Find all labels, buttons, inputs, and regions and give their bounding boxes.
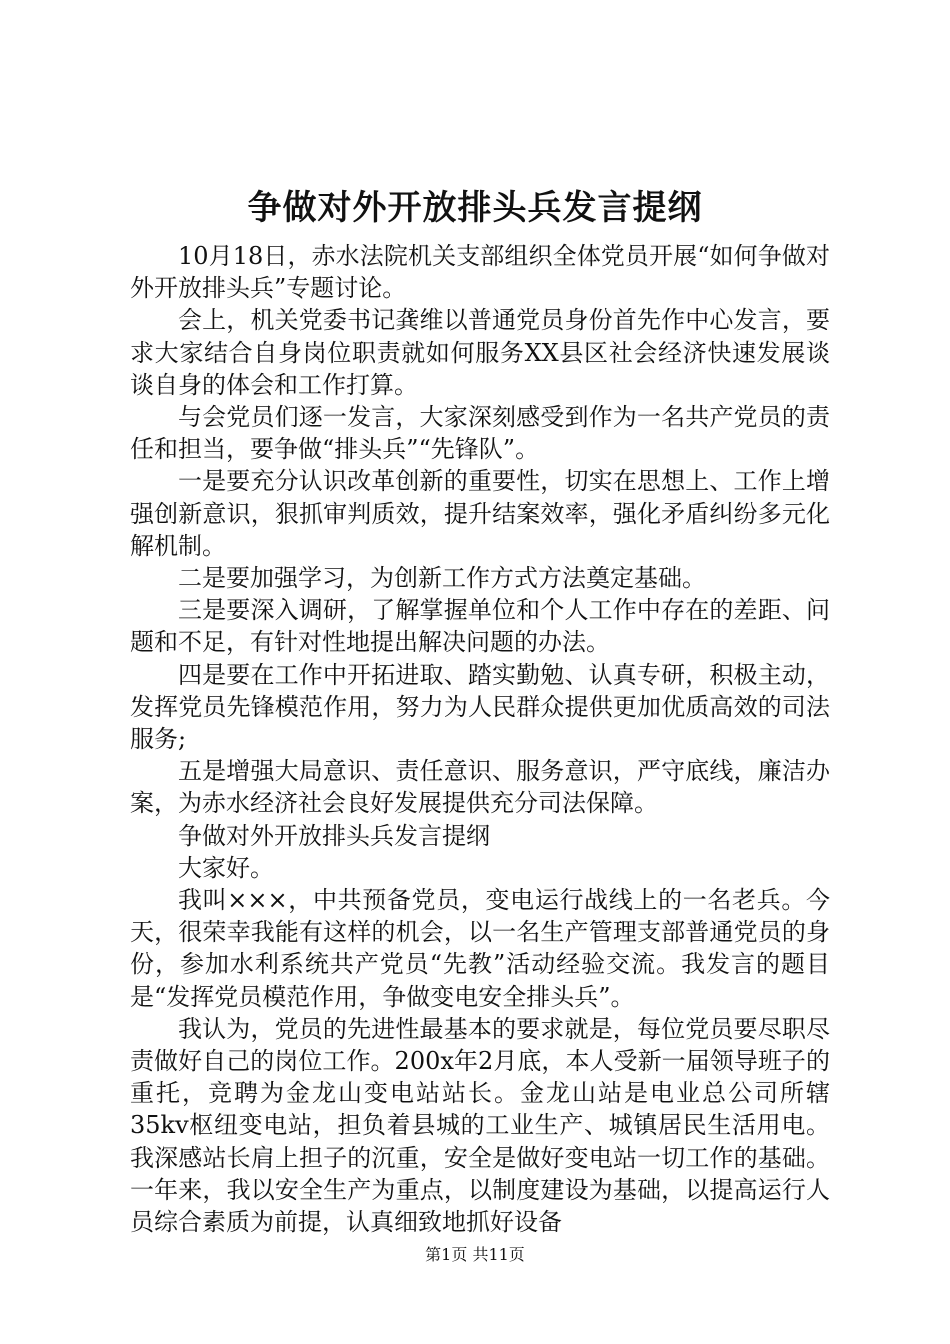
- paragraph: 会上，机关党委书记龚维以普通党员身份首先作中心发言，要求大家结合自身岗位职责就如何服务XX县区社会经济快速发展谈谈自身的体会和工作打算。: [130, 306, 830, 399]
- paragraph: 三是要深入调研，了解掌握单位和个人工作中存在的差距、问题和不足，有针对性地提出解决问题的办法。: [130, 596, 830, 657]
- paragraph: 大家好。: [178, 853, 274, 882]
- paragraph: 与会党员们逐一发言，大家深刻感受到作为一名共产党员的责任和担当，要争做“排头兵”“先锋队”。: [130, 403, 830, 464]
- paragraph: 四是要在工作中开拓进取、踏实勤勉、认真专研，积极主动，发挥党员先锋模范作用，努力为人民群众提供更加优质高效的司法服务;: [130, 660, 830, 754]
- paragraph: 二是要加强学习，为创新工作方式方法奠定基础。: [178, 564, 706, 593]
- paragraph: 一是要充分认识改革创新的重要性，切实在思想上、工作上增强创新意识，狠抓审判质效，提升结案效率，强化矛盾纠纷多元化解机制。: [130, 467, 830, 560]
- paragraph: 我叫×××，中共预备党员，变电运行战线上的一名老兵。今天，很荣幸我能有这样的机会，以一名生产管理支部普通党员的身份，参加水利系统共产党员“先教”活动经验交流。我发言的题目是“发挥党员模范作用，争做变电安全排头兵”。: [130, 886, 830, 1011]
- paragraph: 10月18日，赤水法院机关支部组织全体党员开展“如何争做对外开放排头兵”专题讨论。: [130, 242, 830, 303]
- section-heading: 争做对外开放排头兵发言提纲: [178, 821, 490, 850]
- page-footer: 第1页 共11页: [425, 1245, 525, 1264]
- paragraph: 五是增强大局意识、责任意识、服务意识，严守底线，廉洁办案，为赤水经济社会良好发展提供充分司法保障。: [130, 757, 830, 818]
- paragraph: 我认为，党员的先进性最基本的要求就是，每位党员要尽职尽责做好自己的岗位工作。200x年2月底，本人受新一届领导班子的重托，竞聘为金龙山变电站站长。金龙山站是电业总公司所辖35kv枢纽变电站，担负着县城的工业生产、城镇居民生活用电。我深感站长肩上担子的沉重，安全是做好变电站一切工作的基础。一年来，我以安全生产为重点，以制度建设为基础，以提高运行人员综合素质为前提，认真细致地抓好设备: [130, 1014, 830, 1237]
- page-title: 争做对外开放排头兵发言提纲: [247, 188, 703, 228]
- document-body: [130, 240, 830, 1238]
